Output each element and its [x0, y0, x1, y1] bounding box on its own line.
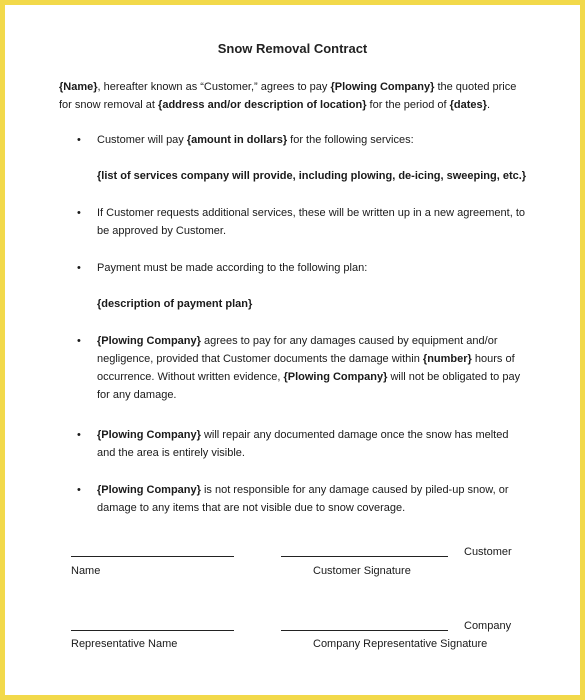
company-placeholder: {Plowing Company}: [330, 81, 435, 93]
bullet: •: [77, 262, 81, 274]
list-item-damages: {Plowing Company} agrees to pay for any damages caused by equipment and/or negligence, provided that Customer documents the damage within {number} hours of occurrence. Without written evidence, {Plowing Company} will not be obligated to pay for any damage.: [97, 335, 521, 401]
company-placeholder: {Plowing Company}: [283, 371, 388, 383]
list-item-additional-services: If Customer requests additional services, these will be written up in a new agreement, to be approved by Customer.: [97, 207, 525, 237]
amount-placeholder: {amount in dollars}: [186, 134, 288, 146]
representative-name-label: Representative Name: [71, 638, 178, 650]
services-placeholder: {list of services company will provide, including plowing, de-icing, sweeping, etc.}: [97, 170, 527, 182]
list-item-liability: {Plowing Company} is not responsible for any damage caused by piled-up snow, or damage to any items that are not visible due to snow coverage.: [97, 484, 509, 514]
company-signature-line[interactable]: [281, 630, 448, 631]
list-item-repair: {Plowing Company} will repair any documented damage once the snow has melted and the area is entirely visible.: [97, 429, 509, 459]
intro-paragraph: {Name}, hereafter known as “Customer,” agrees to pay {Plowing Company} the quoted price for snow removal at {address and/or description of location} for the period of {dates}.: [59, 81, 517, 111]
bullet: •: [77, 335, 81, 347]
bullet: •: [77, 429, 81, 441]
name-placeholder: {Name}: [59, 81, 98, 93]
customer-name-line[interactable]: [71, 556, 234, 557]
customer-signature-label: Customer Signature: [313, 565, 411, 577]
address-placeholder: {address and/or description of location}: [158, 99, 367, 111]
bullet: •: [77, 207, 81, 219]
customer-signature-line[interactable]: [281, 556, 448, 557]
company-party-label: Company: [464, 620, 512, 632]
bullet: •: [77, 134, 81, 146]
company-placeholder: {Plowing Company}: [97, 429, 201, 441]
bullet: •: [77, 484, 81, 496]
customer-party-label: Customer: [464, 546, 512, 558]
list-item-payment-plan: Payment must be made according to the following plan:: [97, 262, 368, 274]
document-title: Snow Removal Contract: [217, 41, 368, 56]
company-placeholder: {Plowing Company}: [97, 484, 201, 496]
representative-name-line[interactable]: [71, 630, 234, 631]
number-placeholder: {number}: [422, 353, 472, 365]
company-placeholder: {Plowing Company}: [97, 335, 201, 347]
list-item-payment-amount: Customer will pay {amount in dollars} for the following services:: [97, 134, 414, 146]
dates-placeholder: {dates}: [449, 99, 487, 111]
name-label: Name: [71, 565, 101, 577]
company-signature-label: Company Representative Signature: [313, 638, 488, 650]
document-page: [5, 5, 580, 695]
payment-plan-placeholder: {description of payment plan}: [97, 298, 253, 310]
